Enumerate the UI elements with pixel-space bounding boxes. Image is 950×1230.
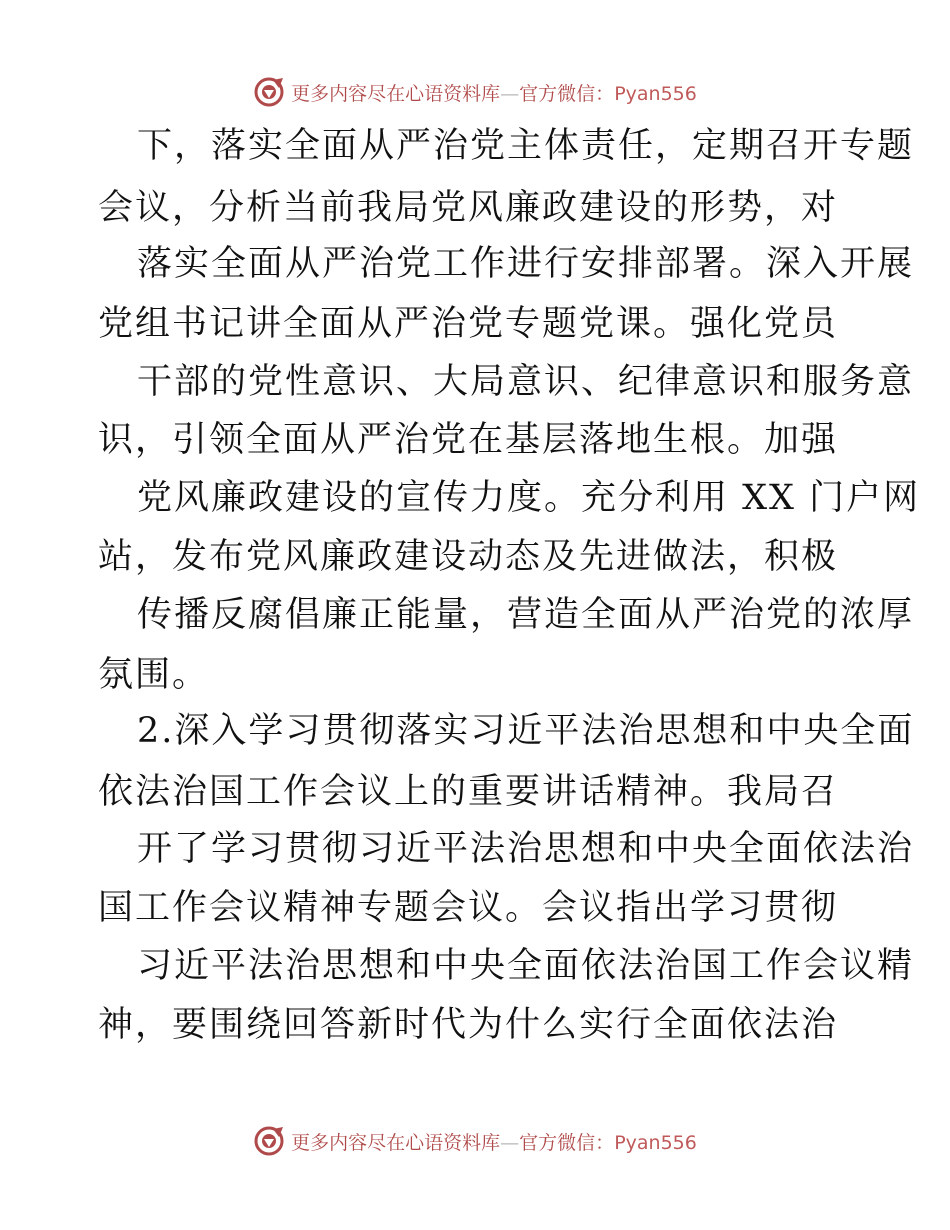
pen-seal-logo-icon <box>253 1125 285 1157</box>
text-line: 传播反腐倡廉正能量，营造全面从严治党的浓厚 <box>137 595 915 635</box>
watermark-main: 更多内容尽在心语资料库 <box>291 82 501 105</box>
text-line: 下，落实全面从严治党主体责任，定期召开专题 <box>137 126 915 166</box>
text-line: 依法治国工作会议上的重要讲话精神。我局召 <box>98 772 839 812</box>
text-line: 党组书记讲全面从严治党专题党课。强化党员 <box>98 304 839 344</box>
footer-watermark <box>0 1121 950 1161</box>
watermark-main: 更多内容尽在心语资料库 <box>291 1131 501 1154</box>
text-line: 国工作会议精神专题会议。会议指出学习贯彻 <box>98 888 839 928</box>
watermark-id: Pyan556 <box>614 82 697 105</box>
text-line: 习近平法治思想和中央全面依法治国工作会议精 <box>137 946 915 986</box>
text-line: 党风廉政建设的宣传力度。充分利用 XX 门户网 <box>137 478 921 518</box>
text-line: 站，发布党风廉政建设动态及先进做法，积极 <box>98 537 839 577</box>
watermark-label: 官方微信： <box>519 82 615 105</box>
text-line: 2.深入学习贯彻落实习近平法治思想和中央全面 <box>137 711 915 751</box>
watermark-text <box>291 1128 697 1155</box>
text-line: 神，要围绕回答新时代为什么实行全面依法治 <box>98 1005 839 1045</box>
watermark-dash: — <box>500 82 520 105</box>
text-line: 识，引领全面从严治党在基层落地生根。加强 <box>98 420 839 460</box>
watermark-id: Pyan556 <box>614 1131 697 1154</box>
text-line: 氛围。 <box>98 655 210 695</box>
text-line: 落实全面从严治党工作进行安排部署。深入开展 <box>137 244 915 284</box>
text-line: 干部的党性意识、大局意识、纪律意识和服务意 <box>137 362 915 402</box>
watermark-label: 官方微信： <box>519 1131 615 1154</box>
watermark-dash: — <box>500 1131 520 1154</box>
text-line: 会议，分析当前我局党风廉政建设的形势，对 <box>98 188 839 228</box>
text-line: 开了学习贯彻习近平法治思想和中央全面依法治 <box>137 829 915 869</box>
